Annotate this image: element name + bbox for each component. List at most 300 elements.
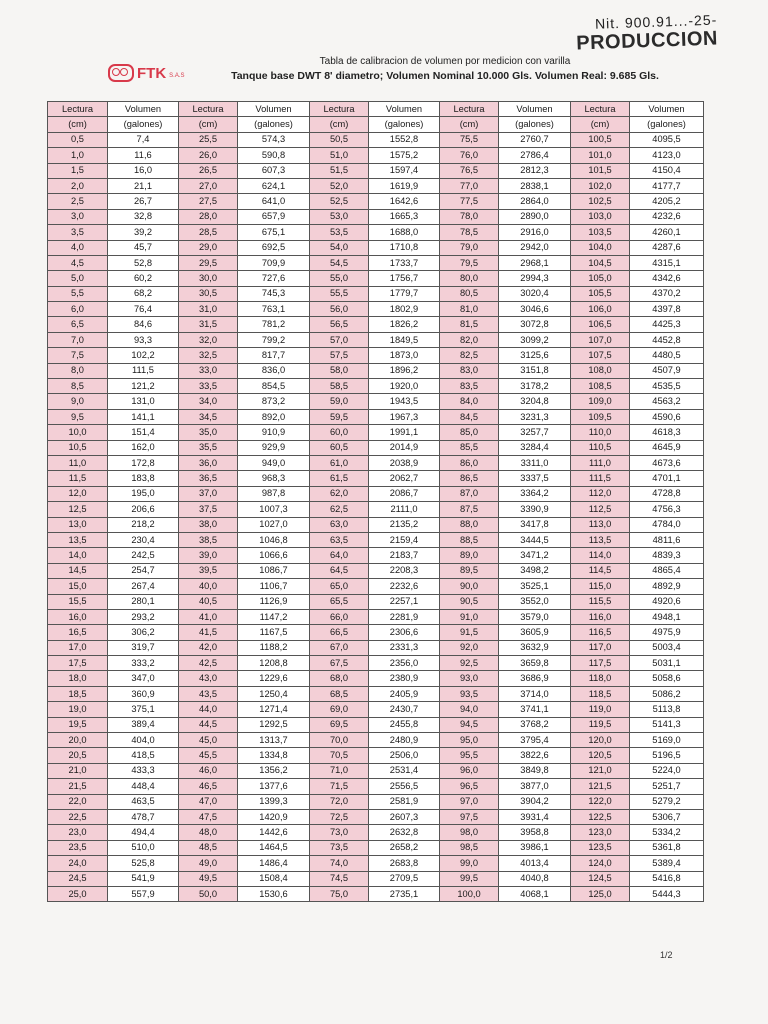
volumen-cell: 799,2 [238, 332, 310, 347]
lectura-cell: 67,0 [310, 640, 369, 655]
volumen-cell: 5169,0 [630, 733, 704, 748]
header-volumen-unit: (galones) [499, 117, 571, 132]
lectura-cell: 54,0 [310, 240, 369, 255]
volumen-cell: 102,2 [108, 348, 179, 363]
lectura-cell: 120,0 [571, 733, 630, 748]
table-row [48, 671, 704, 686]
lectura-cell: 54,5 [310, 255, 369, 270]
volumen-cell: 306,2 [108, 625, 179, 640]
volumen-cell: 5389,4 [630, 856, 704, 871]
lectura-cell: 19,5 [48, 717, 108, 732]
table-row [48, 209, 704, 224]
lectura-cell: 22,0 [48, 794, 108, 809]
lectura-cell: 63,5 [310, 532, 369, 547]
volumen-cell: 1802,9 [369, 302, 440, 317]
volumen-cell: 1530,6 [238, 886, 310, 901]
volumen-cell: 2480,9 [369, 733, 440, 748]
lectura-cell: 103,5 [571, 225, 630, 240]
volumen-cell: 1688,0 [369, 225, 440, 240]
lectura-cell: 65,0 [310, 579, 369, 594]
volumen-cell: 2683,8 [369, 856, 440, 871]
lectura-cell: 18,0 [48, 671, 108, 686]
volumen-cell: 541,9 [108, 871, 179, 886]
volumen-cell: 5141,3 [630, 717, 704, 732]
lectura-cell: 85,0 [440, 425, 499, 440]
lectura-cell: 100,0 [440, 886, 499, 901]
lectura-cell: 69,5 [310, 717, 369, 732]
lectura-cell: 9,0 [48, 394, 108, 409]
lectura-cell: 104,5 [571, 255, 630, 270]
lectura-cell: 2,0 [48, 178, 108, 193]
volumen-cell: 1334,8 [238, 748, 310, 763]
volumen-cell: 3390,9 [499, 502, 571, 517]
volumen-cell: 93,3 [108, 332, 179, 347]
volumen-cell: 3311,0 [499, 455, 571, 470]
header-volumen: Volumen [238, 102, 310, 117]
volumen-cell: 1399,3 [238, 794, 310, 809]
volumen-cell: 1779,7 [369, 286, 440, 301]
lectura-cell: 88,0 [440, 517, 499, 532]
lectura-cell: 50,5 [310, 132, 369, 147]
lectura-cell: 42,5 [179, 656, 238, 671]
volumen-cell: 4370,2 [630, 286, 704, 301]
header-volumen: Volumen [108, 102, 179, 117]
volumen-cell: 4452,8 [630, 332, 704, 347]
volumen-cell: 3125,6 [499, 348, 571, 363]
lectura-cell: 92,5 [440, 656, 499, 671]
lectura-cell: 37,5 [179, 502, 238, 517]
volumen-cell: 52,8 [108, 255, 179, 270]
volumen-cell: 4673,6 [630, 455, 704, 470]
volumen-cell: 5113,8 [630, 702, 704, 717]
volumen-cell: 183,8 [108, 471, 179, 486]
stamp-produccion: PRODUCCION [576, 27, 719, 55]
volumen-cell: 1066,6 [238, 548, 310, 563]
volumen-cell: 3417,8 [499, 517, 571, 532]
lectura-cell: 125,0 [571, 886, 630, 901]
title-line-1: Tabla de calibracion de volumen por medicion con varilla [319, 56, 571, 67]
lectura-cell: 61,5 [310, 471, 369, 486]
volumen-cell: 3099,2 [499, 332, 571, 347]
header-lectura-unit: (cm) [179, 117, 238, 132]
header-lectura: Lectura [440, 102, 499, 117]
volumen-cell: 2864,0 [499, 194, 571, 209]
volumen-cell: 5031,1 [630, 656, 704, 671]
lectura-cell: 86,5 [440, 471, 499, 486]
lectura-cell: 102,5 [571, 194, 630, 209]
volumen-cell: 5334,2 [630, 825, 704, 840]
header-lectura-unit: (cm) [571, 117, 630, 132]
table-row [48, 656, 704, 671]
lectura-cell: 11,0 [48, 455, 108, 470]
lectura-cell: 92,0 [440, 640, 499, 655]
lectura-cell: 48,0 [179, 825, 238, 840]
table-body [48, 132, 704, 902]
volumen-cell: 360,9 [108, 686, 179, 701]
volumen-cell: 709,9 [238, 255, 310, 270]
volumen-cell: 1575,2 [369, 148, 440, 163]
lectura-cell: 2,5 [48, 194, 108, 209]
volumen-cell: 1007,3 [238, 502, 310, 517]
title-line-2: Tanque base DWT 8' diametro; Volumen Nominal 10.000 Gls. Volumen Real: 9.685 Gls. [231, 70, 659, 82]
volumen-cell: 1229,6 [238, 671, 310, 686]
volumen-cell: 525,8 [108, 856, 179, 871]
volumen-cell: 111,5 [108, 363, 179, 378]
volumen-cell: 1147,2 [238, 609, 310, 624]
volumen-cell: 1710,8 [369, 240, 440, 255]
volumen-cell: 45,7 [108, 240, 179, 255]
lectura-cell: 59,0 [310, 394, 369, 409]
table-row [48, 517, 704, 532]
lectura-cell: 99,5 [440, 871, 499, 886]
volumen-cell: 5251,7 [630, 779, 704, 794]
lectura-cell: 90,5 [440, 594, 499, 609]
volumen-cell: 1464,5 [238, 840, 310, 855]
table-row [48, 440, 704, 455]
volumen-cell: 218,2 [108, 517, 179, 532]
volumen-cell: 2135,2 [369, 517, 440, 532]
volumen-cell: 4068,1 [499, 886, 571, 901]
lectura-cell: 30,0 [179, 271, 238, 286]
volumen-cell: 230,4 [108, 532, 179, 547]
lectura-cell: 7,0 [48, 332, 108, 347]
volumen-cell: 1991,1 [369, 425, 440, 440]
lectura-cell: 115,0 [571, 579, 630, 594]
lectura-cell: 76,5 [440, 163, 499, 178]
volumen-cell: 3178,2 [499, 379, 571, 394]
volumen-cell: 7,4 [108, 132, 179, 147]
lectura-cell: 65,5 [310, 594, 369, 609]
lectura-cell: 49,0 [179, 856, 238, 871]
volumen-cell: 2506,0 [369, 748, 440, 763]
volumen-cell: 5361,8 [630, 840, 704, 855]
header-row [48, 102, 704, 117]
lectura-cell: 97,0 [440, 794, 499, 809]
lectura-cell: 112,0 [571, 486, 630, 501]
volumen-cell: 242,5 [108, 548, 179, 563]
lectura-cell: 4,0 [48, 240, 108, 255]
lectura-cell: 55,0 [310, 271, 369, 286]
volumen-cell: 375,1 [108, 702, 179, 717]
volumen-cell: 2405,9 [369, 686, 440, 701]
table-row [48, 471, 704, 486]
volumen-cell: 641,0 [238, 194, 310, 209]
volumen-cell: 2159,4 [369, 532, 440, 547]
lectura-cell: 89,0 [440, 548, 499, 563]
volumen-cell: 4123,0 [630, 148, 704, 163]
lectura-cell: 8,5 [48, 379, 108, 394]
volumen-cell: 4260,1 [630, 225, 704, 240]
volumen-cell: 2257,1 [369, 594, 440, 609]
lectura-cell: 56,5 [310, 317, 369, 332]
lectura-cell: 36,0 [179, 455, 238, 470]
volumen-cell: 854,5 [238, 379, 310, 394]
lectura-cell: 78,5 [440, 225, 499, 240]
volumen-cell: 2994,3 [499, 271, 571, 286]
volumen-cell: 557,9 [108, 886, 179, 901]
lectura-cell: 119,0 [571, 702, 630, 717]
lectura-cell: 68,0 [310, 671, 369, 686]
volumen-cell: 60,2 [108, 271, 179, 286]
volumen-cell: 727,6 [238, 271, 310, 286]
lectura-cell: 33,0 [179, 363, 238, 378]
lectura-cell: 79,5 [440, 255, 499, 270]
lectura-cell: 36,5 [179, 471, 238, 486]
lectura-cell: 12,5 [48, 502, 108, 517]
volumen-cell: 141,1 [108, 409, 179, 424]
lectura-cell: 29,0 [179, 240, 238, 255]
volumen-cell: 1313,7 [238, 733, 310, 748]
volumen-cell: 3686,9 [499, 671, 571, 686]
header-lectura: Lectura [48, 102, 108, 117]
volumen-cell: 463,5 [108, 794, 179, 809]
volumen-cell: 3337,5 [499, 471, 571, 486]
lectura-cell: 108,0 [571, 363, 630, 378]
lectura-cell: 77,5 [440, 194, 499, 209]
volumen-cell: 4590,6 [630, 409, 704, 424]
volumen-cell: 5444,3 [630, 886, 704, 901]
lectura-cell: 32,5 [179, 348, 238, 363]
volumen-cell: 5086,2 [630, 686, 704, 701]
volumen-cell: 2038,9 [369, 455, 440, 470]
volumen-cell: 2658,2 [369, 840, 440, 855]
volumen-cell: 1943,5 [369, 394, 440, 409]
lectura-cell: 121,0 [571, 763, 630, 778]
lectura-cell: 84,0 [440, 394, 499, 409]
lectura-cell: 40,5 [179, 594, 238, 609]
volumen-cell: 151,4 [108, 425, 179, 440]
header-lectura-unit: (cm) [310, 117, 369, 132]
lectura-cell: 122,0 [571, 794, 630, 809]
lectura-cell: 37,0 [179, 486, 238, 501]
header-lectura: Lectura [571, 102, 630, 117]
lectura-cell: 25,5 [179, 132, 238, 147]
lectura-cell: 95,0 [440, 733, 499, 748]
volumen-cell: 4563,2 [630, 394, 704, 409]
table-row [48, 348, 704, 363]
lectura-cell: 86,0 [440, 455, 499, 470]
volumen-cell: 21,1 [108, 178, 179, 193]
volumen-cell: 4535,5 [630, 379, 704, 394]
volumen-cell: 389,4 [108, 717, 179, 732]
volumen-cell: 333,2 [108, 656, 179, 671]
lectura-cell: 15,0 [48, 579, 108, 594]
volumen-cell: 5196,5 [630, 748, 704, 763]
lectura-cell: 46,0 [179, 763, 238, 778]
volumen-cell: 68,2 [108, 286, 179, 301]
volumen-cell: 1188,2 [238, 640, 310, 655]
lectura-cell: 3,5 [48, 225, 108, 240]
volumen-cell: 3605,9 [499, 625, 571, 640]
lectura-cell: 96,0 [440, 763, 499, 778]
volumen-cell: 2581,9 [369, 794, 440, 809]
lectura-cell: 49,5 [179, 871, 238, 886]
table-row [48, 733, 704, 748]
table-row [48, 394, 704, 409]
volumen-cell: 4480,5 [630, 348, 704, 363]
lectura-cell: 106,0 [571, 302, 630, 317]
lectura-cell: 120,5 [571, 748, 630, 763]
lectura-cell: 84,5 [440, 409, 499, 424]
lectura-cell: 90,0 [440, 579, 499, 594]
lectura-cell: 40,0 [179, 579, 238, 594]
lectura-cell: 113,0 [571, 517, 630, 532]
table-row [48, 794, 704, 809]
volumen-cell: 2232,6 [369, 579, 440, 594]
volumen-cell: 657,9 [238, 209, 310, 224]
volumen-cell: 293,2 [108, 609, 179, 624]
lectura-cell: 14,0 [48, 548, 108, 563]
lectura-cell: 67,5 [310, 656, 369, 671]
lectura-cell: 80,5 [440, 286, 499, 301]
volumen-cell: 949,0 [238, 455, 310, 470]
lectura-cell: 81,5 [440, 317, 499, 332]
volumen-cell: 2786,4 [499, 148, 571, 163]
volumen-cell: 1665,3 [369, 209, 440, 224]
volumen-cell: 1442,6 [238, 825, 310, 840]
volumen-cell: 745,3 [238, 286, 310, 301]
volumen-cell: 4287,6 [630, 240, 704, 255]
volumen-cell: 1086,7 [238, 563, 310, 578]
lectura-cell: 14,5 [48, 563, 108, 578]
volumen-cell: 590,8 [238, 148, 310, 163]
volumen-cell: 4975,9 [630, 625, 704, 640]
volumen-cell: 2812,3 [499, 163, 571, 178]
volumen-cell: 781,2 [238, 317, 310, 332]
volumen-cell: 929,9 [238, 440, 310, 455]
lectura-cell: 93,0 [440, 671, 499, 686]
lectura-cell: 60,5 [310, 440, 369, 455]
lectura-cell: 101,0 [571, 148, 630, 163]
volumen-cell: 2208,3 [369, 563, 440, 578]
volumen-cell: 4425,3 [630, 317, 704, 332]
volumen-cell: 1896,2 [369, 363, 440, 378]
lectura-cell: 80,0 [440, 271, 499, 286]
volumen-cell: 4645,9 [630, 440, 704, 455]
volumen-cell: 2916,0 [499, 225, 571, 240]
lectura-cell: 52,5 [310, 194, 369, 209]
logo-suffix: S.A.S [169, 73, 185, 79]
table-row [48, 163, 704, 178]
lectura-cell: 118,5 [571, 686, 630, 701]
lectura-cell: 51,5 [310, 163, 369, 178]
lectura-cell: 114,5 [571, 563, 630, 578]
lectura-cell: 59,5 [310, 409, 369, 424]
volumen-cell: 4811,6 [630, 532, 704, 547]
lectura-cell: 109,5 [571, 409, 630, 424]
volumen-cell: 692,5 [238, 240, 310, 255]
volumen-cell: 418,5 [108, 748, 179, 763]
volumen-cell: 4507,9 [630, 363, 704, 378]
lectura-cell: 38,5 [179, 532, 238, 547]
table-row [48, 271, 704, 286]
volumen-cell: 1619,9 [369, 178, 440, 193]
lectura-cell: 48,5 [179, 840, 238, 855]
volumen-cell: 5416,8 [630, 871, 704, 886]
volumen-cell: 574,3 [238, 132, 310, 147]
lectura-cell: 79,0 [440, 240, 499, 255]
volumen-cell: 4701,1 [630, 471, 704, 486]
volumen-cell: 1597,4 [369, 163, 440, 178]
company-stamp [576, 12, 719, 56]
volumen-cell: 3958,8 [499, 825, 571, 840]
volumen-cell: 2086,7 [369, 486, 440, 501]
lectura-cell: 19,0 [48, 702, 108, 717]
lectura-cell: 74,0 [310, 856, 369, 871]
volumen-cell: 121,2 [108, 379, 179, 394]
volumen-cell: 1552,8 [369, 132, 440, 147]
lectura-cell: 87,0 [440, 486, 499, 501]
lectura-cell: 39,5 [179, 563, 238, 578]
table-row [48, 317, 704, 332]
volumen-cell: 5003,4 [630, 640, 704, 655]
table-row [48, 748, 704, 763]
table-row [48, 486, 704, 501]
lectura-cell: 1,5 [48, 163, 108, 178]
lectura-cell: 110,5 [571, 440, 630, 455]
lectura-cell: 31,5 [179, 317, 238, 332]
lectura-cell: 53,5 [310, 225, 369, 240]
lectura-cell: 78,0 [440, 209, 499, 224]
volumen-cell: 3659,8 [499, 656, 571, 671]
lectura-cell: 93,5 [440, 686, 499, 701]
lectura-cell: 13,5 [48, 532, 108, 547]
volumen-cell: 195,0 [108, 486, 179, 501]
lectura-cell: 87,5 [440, 502, 499, 517]
lectura-cell: 10,5 [48, 440, 108, 455]
lectura-cell: 115,5 [571, 594, 630, 609]
volumen-cell: 510,0 [108, 840, 179, 855]
lectura-cell: 57,0 [310, 332, 369, 347]
lectura-cell: 105,5 [571, 286, 630, 301]
table-row [48, 286, 704, 301]
lectura-cell: 39,0 [179, 548, 238, 563]
lectura-cell: 47,0 [179, 794, 238, 809]
volumen-cell: 39,2 [108, 225, 179, 240]
volumen-cell: 433,3 [108, 763, 179, 778]
lectura-cell: 12,0 [48, 486, 108, 501]
lectura-cell: 124,5 [571, 871, 630, 886]
volumen-cell: 3552,0 [499, 594, 571, 609]
table-row [48, 871, 704, 886]
volumen-cell: 2890,0 [499, 209, 571, 224]
volumen-cell: 3822,6 [499, 748, 571, 763]
volumen-cell: 448,4 [108, 779, 179, 794]
volumen-cell: 1208,8 [238, 656, 310, 671]
volumen-cell: 16,0 [108, 163, 179, 178]
lectura-cell: 63,0 [310, 517, 369, 532]
table-row [48, 686, 704, 701]
lectura-cell: 43,5 [179, 686, 238, 701]
volumen-cell: 1271,4 [238, 702, 310, 717]
volumen-cell: 3632,9 [499, 640, 571, 655]
lectura-cell: 74,5 [310, 871, 369, 886]
table-row [48, 886, 704, 901]
volumen-cell: 4948,1 [630, 609, 704, 624]
lectura-cell: 38,0 [179, 517, 238, 532]
volumen-cell: 2968,1 [499, 255, 571, 270]
lectura-cell: 17,5 [48, 656, 108, 671]
lectura-cell: 47,5 [179, 809, 238, 824]
table-row [48, 809, 704, 824]
lectura-cell: 82,0 [440, 332, 499, 347]
table-row [48, 579, 704, 594]
table-row [48, 502, 704, 517]
lectura-cell: 107,5 [571, 348, 630, 363]
page-number: 1/2 [660, 950, 673, 960]
volumen-cell: 1920,0 [369, 379, 440, 394]
lectura-cell: 83,0 [440, 363, 499, 378]
